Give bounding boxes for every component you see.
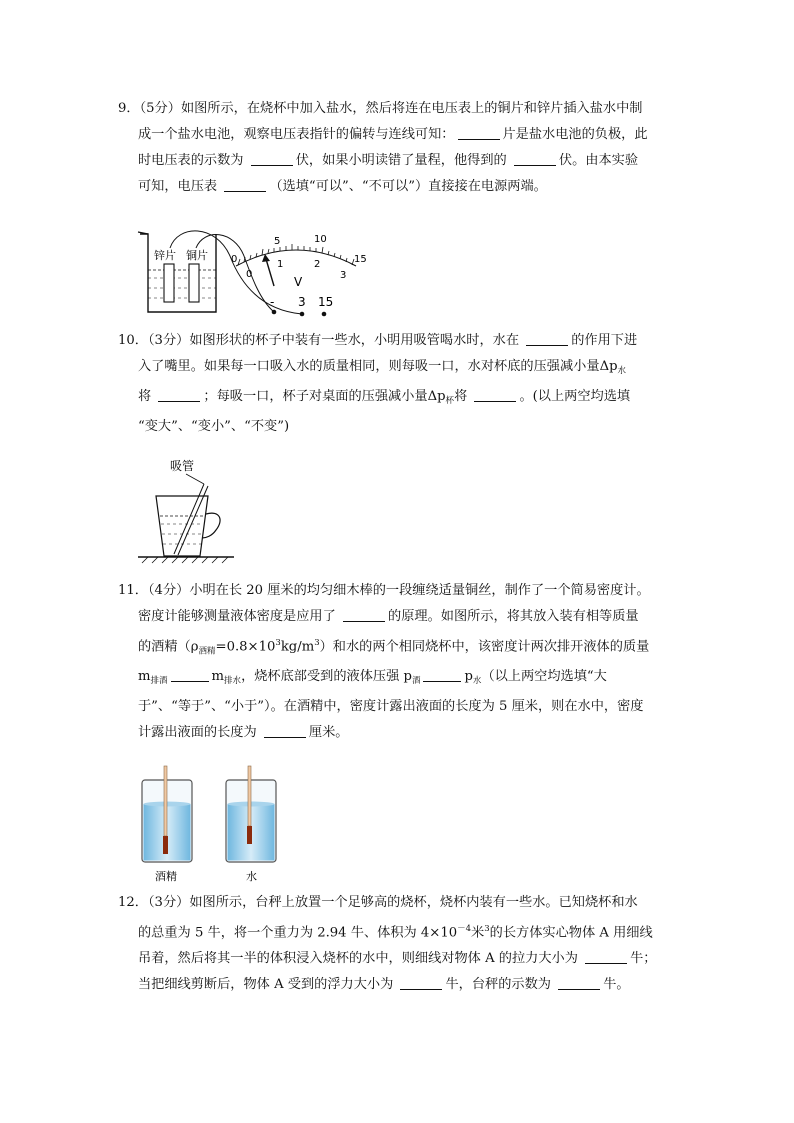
voltmeter-scale (236, 250, 356, 266)
q11-blank-1[interactable] (343, 607, 385, 622)
zinc-label: 锌片 (154, 249, 176, 262)
scale-bottom-0: 0 (246, 269, 253, 280)
terminal-negative (272, 310, 277, 315)
q9-number: 9． (118, 101, 140, 116)
q10-line-2: 入了嘴里。如果每一口吸入水的质量相同，则每吸一口，水对杯底的压强减小量$\Delta p_水$ (138, 359, 627, 376)
terminal-3 (300, 312, 305, 317)
q9-score: （5分） (139, 101, 181, 116)
q10-line-1: 10．（3分）如图形状的杯子中装有一些水，小明用吸管喝水时，水在 的作用下进 (118, 333, 638, 348)
terminal-negative-label: - (270, 295, 275, 309)
question-10 (118, 328, 678, 440)
water-densimeter-copper (247, 826, 252, 844)
scale-top-10: 10 (314, 234, 327, 245)
volt-unit: V (294, 275, 303, 289)
scale-top-0: 0 (231, 254, 238, 265)
q9-line-2: 成一个盐水电池，观察电压表指针的偏转与连线可知： 片是盐水电池的负极，此 (138, 127, 648, 142)
scale-top-15: 15 (354, 254, 367, 265)
beaker-outline (140, 234, 216, 312)
question-9 (118, 96, 678, 200)
question-12 (118, 890, 678, 998)
q11-figure (138, 764, 288, 884)
voltmeter-pointer (266, 259, 274, 286)
q10-figure (138, 456, 238, 564)
q12-line-2: 的总重为 5 牛，将一个重力为 2.94 牛、体积为 $4\times 10^{-4}$米$^3$的长方体实心物体 A 用细线 (138, 924, 653, 941)
q9-figure (134, 226, 369, 320)
q9-blank-1[interactable] (458, 125, 500, 140)
copper-plate (189, 264, 199, 302)
scale-bottom-2: 2 (314, 259, 321, 270)
scale-bottom-1: 1 (277, 259, 284, 270)
q12-line-3: 吊着，然后将其一半的体积浸入烧杯的水中，则细线对物体 A 的拉力大小为 牛； (138, 951, 657, 967)
question-11 (118, 578, 678, 746)
straw (174, 484, 208, 555)
scale-bottom-3: 3 (340, 270, 347, 281)
terminal-15 (322, 312, 327, 317)
q11-line-5: 于”、“等于”、“小于”）。在酒精中，密度计露出液面的长度为 5 厘米，则在水中，密度 (138, 699, 644, 715)
q11-line-4: $m_{排酒}$ $m_{排水}$，烧杯底部受到的液体压强 $p_酒$ $p_水$（以上两空均选填“大 (138, 669, 607, 687)
q11-line-2: 密度计能够测量液体密度是应用了 的原理。如图所示，将其放入装有相等质量 (138, 609, 639, 624)
water-densimeter-stick (248, 766, 251, 826)
q11-line-3: 的酒精$(\rho_{酒精}=0.8\times 10^3kg/m^3)$和水的两个相同烧杯中，该密度计两次排开液体的质量 (138, 638, 650, 657)
q9-blank-2[interactable] (251, 151, 293, 166)
q12-line-4: 当把细线剪断后，物体 A 受到的浮力大小为 牛，台秤的示数为 牛。 (138, 977, 630, 993)
q12-line-1: 12．（3分）如图所示，台秤上放置一个足够高的烧杯，烧杯内装有一些水。已知烧杯和水 (118, 895, 638, 910)
q9-line-3: 时电压表的示数为 伏，如果小明读错了量程，他得到的 伏。由本实验 (138, 153, 639, 168)
terminal-3-label: 3 (298, 295, 306, 309)
q9-line-4: 可知，电压表 （选填“可以”、“不可以”）直接接在电源两端。 (138, 179, 547, 194)
scale-top-5: 5 (274, 236, 281, 247)
q11-blank-2[interactable] (171, 667, 209, 682)
water-label: 水 (246, 870, 257, 883)
q10-line-4: “变大”、“变小”、“不变”) (138, 419, 290, 434)
copper-label: 铜片 (186, 249, 208, 262)
q12-blank-3[interactable] (558, 975, 600, 990)
q9-blank-3[interactable] (514, 151, 556, 166)
alcohol-densimeter-stick (164, 766, 167, 836)
q11-line-1: 11．（4分）小明在长 20 厘米的均匀细木棒的一段缠绕适量铜丝，制作了一个简易密度计。 (118, 583, 650, 598)
zinc-plate (164, 264, 174, 302)
q12-blank-1[interactable] (585, 949, 627, 964)
q9-line-1: 9．（5分）如图所示，在烧杯中加入盐水，然后将连在电压表上的铜片和锌片插入盐水中制 (118, 101, 643, 116)
q10-line-3: 将 ；每吸一口，杯子对桌面的压强减小量$\Delta p_杯$将 。(以上两空均选填 (138, 389, 631, 406)
straw-leader (186, 474, 204, 484)
q10-blank-2[interactable] (158, 387, 200, 402)
alcohol-label: 酒精 (155, 870, 177, 883)
q10-blank-1[interactable] (526, 331, 568, 346)
q10-blank-3[interactable] (474, 387, 516, 402)
straw-label: 吸管 (170, 459, 195, 473)
q12-blank-2[interactable] (400, 975, 442, 990)
q9-blank-4[interactable] (224, 177, 266, 192)
terminal-15-label: 15 (318, 295, 334, 309)
q11-blank-3[interactable] (423, 667, 461, 682)
alcohol-densimeter-copper (163, 836, 168, 854)
q11-line-6: 计露出液面的长度为 厘米。 (138, 725, 349, 741)
q11-blank-4[interactable] (264, 723, 306, 738)
